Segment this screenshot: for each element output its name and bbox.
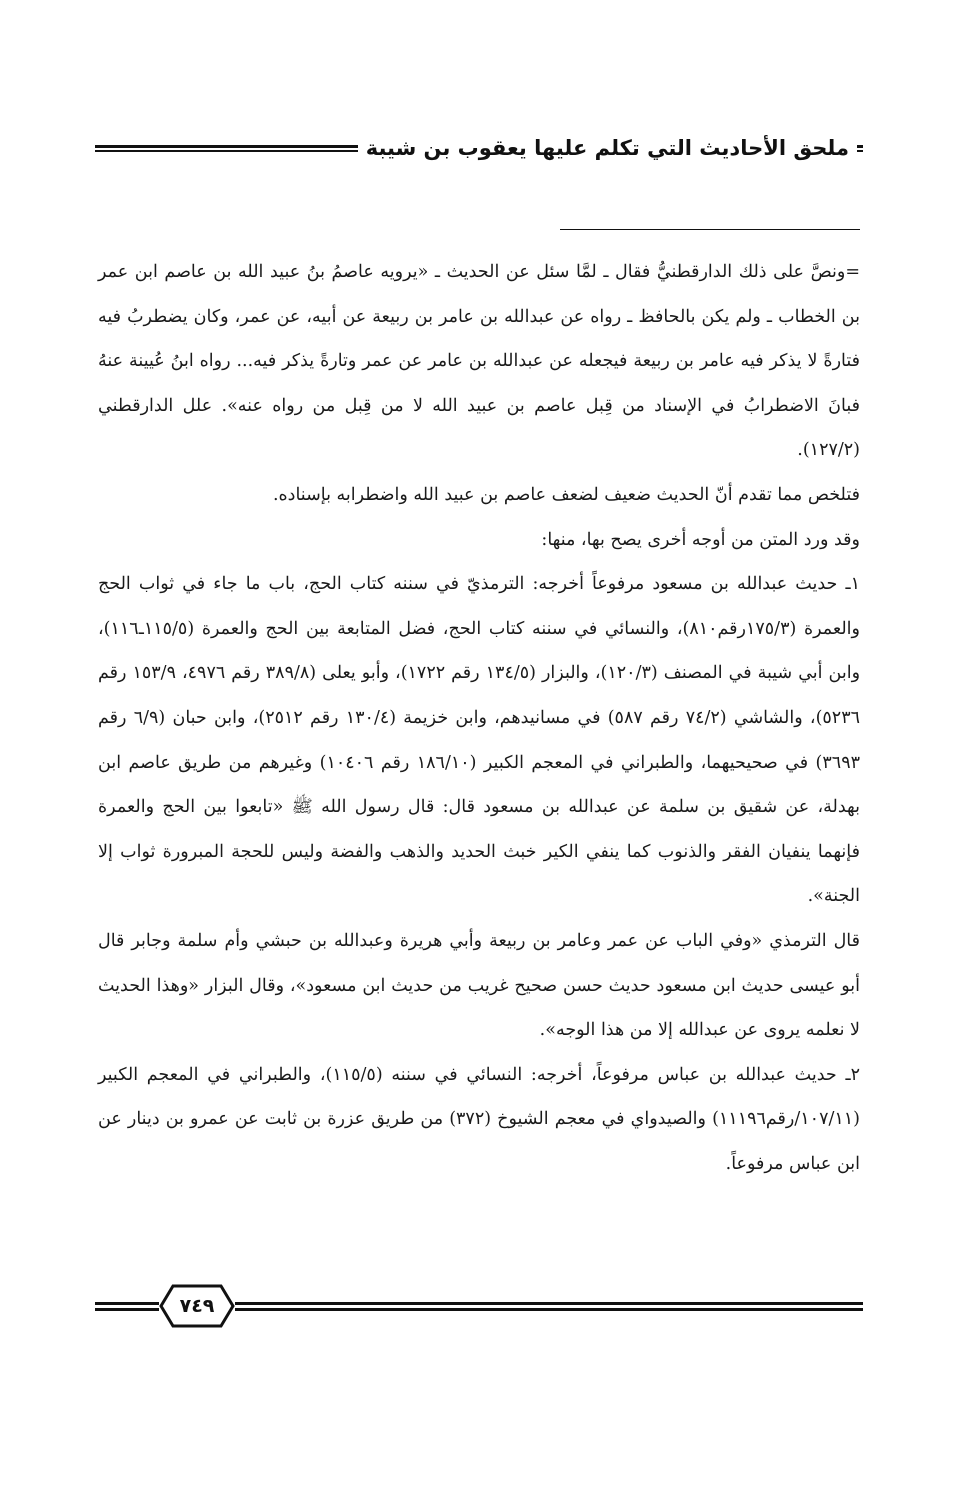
- footer-rule-right: [235, 1302, 863, 1311]
- header-rule-right: [857, 145, 863, 152]
- page-number-badge: [159, 1283, 235, 1329]
- paragraph-tirmidhi-comment: قال الترمذي «وفي الباب عن عمر وعامر بن ربيعة وأبي هريرة وعبدالله بن حبشي وأم سلمة وجابر قال أبو عيسى حديث ابن مسعود حديث حسن صحيح غريب من حديث ابن مسعود»، وقال البزار «وهذا الحديث لا نعلمه يروى عن عبدالله إلا من هذا الوجه».: [98, 930, 860, 1041]
- header-rule-left: [95, 145, 358, 152]
- footer-rule-left: [95, 1302, 159, 1311]
- page-number: ٧٤٩: [179, 1295, 215, 1317]
- running-header: [95, 128, 863, 168]
- paragraph-hadith-ibn-abbas: ٢ـ حديث عبدالله بن عباس مرفوعاً، أخرجه: النسائي في سننه (١١٥/٥)، والطبراني في المعجم الكبير (١٠٧/١١/رقم١١١٩٦) والصيدواي في معجم الشيوخ (٣٧٢) من طريق عزرة بن ثابت عن عمرو بن دينار عن ابن عباس مرفوعاً.: [98, 1064, 860, 1174]
- paragraph-intro-other-routes: وقد ورد المتن من أوجه أخرى يصح بها، منها:: [541, 529, 860, 550]
- paragraph-hadith-ibn-masud: ١ـ حديث عبدالله بن مسعود مرفوعاً أخرجه: الترمذيّ في سننه كتاب الحج، باب ما جاء في ثواب الحج والعمرة (١٧٥/٣رقم٨١٠)، والنسائي في سننه كتاب الحج، فضل المتابعة بين الحج والعمرة (١١٥/٥ـ١١٦)، وابن أبي شيبة في المصنف (١٢٠/٣)، والبزار (١٣٤/٥ رقم ١٧٢٢)، وأبو يعلى (٣٨٩/٨ رقم ٤٩٧٦، ١٥٣/٩ رقم ٥٢٣٦)، والشاشي (٧٤/٢ رقم ٥٨٧) في مسانيدهم، وابن خزيمة (١٣٠/٤ رقم ٢٥١٢)، وابن حبان (٦/٩ رقم ٣٦٩٣) في صحيحيهما، والطبراني في المعجم الكبير (١٨٦/١٠ رقم ١٠٤٠٦) وغيرهم من طريق عاصم ابن بهدلة، عن شقيق بن سلمة عن عبدالله بن مسعود قال: قال رسول الله ﷺ «تابعوا بين الحج والعمرة فإنهما ينفيان الفقر والذنوب كما ينفي الكير خبث الحديد والذهب والفضة وليس للحجة المبرورة ثواب إلا الجنة».: [98, 574, 861, 907]
- body-text: [98, 250, 860, 1186]
- header-title: ملحق الأحاديث التي تكلم عليها يعقوب بن شيبة: [365, 136, 849, 160]
- paragraph-daraqutni-quote: =ونصَّ على ذلك الدارقطنيُّ فقال ـ لمَّا سئل عن الحديث ـ «يرويه عاصمُ بنُ عبيد الله بن عاصم ابن عمر بن الخطاب ـ ولم يكن بالحافظ ـ رواه عن عبدالله بن عامر بن ربيعة عن أبيه، عن عمر، وكان يضطربُ فيه فتارةً لا يذكر فيه عامر بن ربيعة فيجعله عن عبدالله بن عامر عن عمر وتارةً يذكر فيه... رواه ابنُ عُيينة عنهُ فبانَ الاضطرابُ في الإسناد من قِبل عاصم بن عبيد الله لا من قِبل من رواه عنه». علل الدارقطني (١٢٧/٢).: [98, 262, 860, 461]
- page-footer: [95, 1282, 863, 1330]
- paragraph-summary: فتلخص مما تقدم أنّ الحديث ضعيف لضعف عاصم بن عبيد الله واضطرابه بإسناده.: [272, 484, 860, 505]
- footnote-separator: [560, 229, 860, 230]
